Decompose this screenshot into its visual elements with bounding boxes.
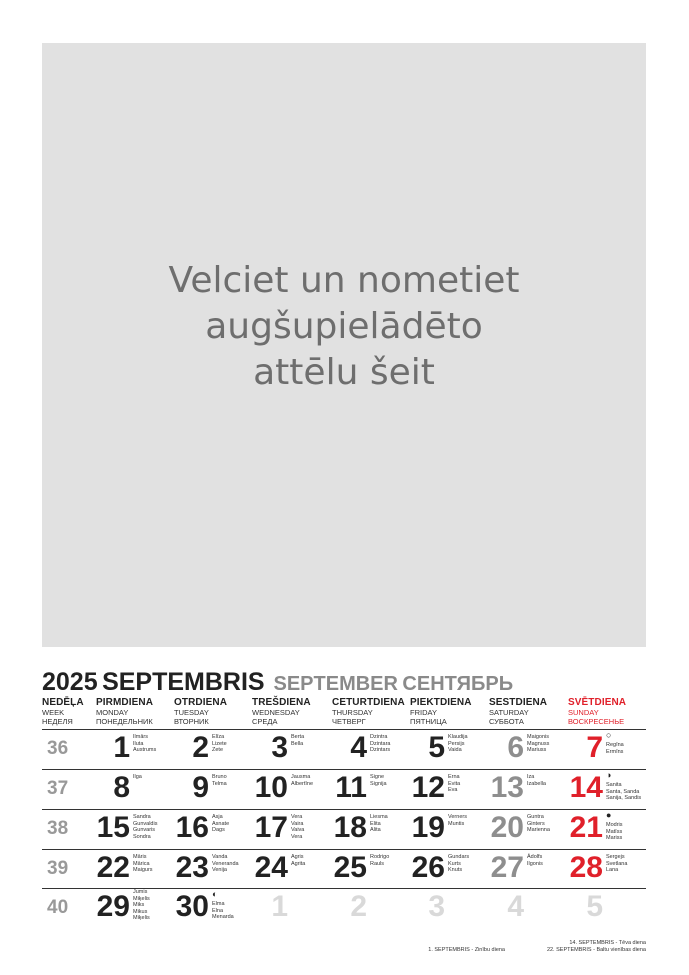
header-ru-label: НЕДЕЛЯ [42, 717, 73, 726]
day-number: 15 [96, 811, 130, 844]
day-number: 2 [350, 890, 367, 923]
name-day: Lizete [212, 740, 227, 747]
day-cell[interactable] [477, 730, 556, 770]
name-day: Ilmārs [133, 734, 148, 740]
name-day: Vera [291, 814, 303, 820]
placeholder-line-1: Velciet un nometiet [168, 260, 520, 301]
week-row [42, 850, 646, 890]
header-lv-label: SVĒTDIENA [568, 697, 627, 708]
day-number: 27 [490, 851, 524, 884]
name-day: Rauls [370, 860, 385, 867]
name-day: Iza [527, 774, 535, 780]
name-day: Austrums [133, 747, 157, 753]
day-cell[interactable] [398, 889, 477, 929]
day-number: 19 [411, 811, 445, 844]
day-cell[interactable] [556, 850, 635, 890]
name-day: Evita [448, 780, 461, 787]
header-en-label: FRIDAY [410, 708, 437, 717]
name-day: Ādolfs [527, 854, 543, 860]
name-days [448, 814, 467, 827]
day-number: 22 [96, 851, 130, 884]
name-day: Menarda [212, 914, 234, 920]
name-day: Muntis [448, 820, 465, 827]
header-lv-label: PIRMDIENA [96, 697, 154, 708]
week-row [42, 770, 646, 810]
name-days [448, 734, 468, 754]
day-cell[interactable] [477, 889, 556, 929]
header-en-label: MONDAY [96, 708, 129, 717]
day-cell[interactable] [82, 730, 161, 770]
name-days [291, 814, 304, 840]
day-number: 9 [192, 771, 209, 804]
header-lv-label: TREŠDIENA [252, 697, 311, 708]
header-en-label: SATURDAY [489, 708, 529, 717]
day-cell[interactable] [398, 810, 477, 850]
header-ru-label: ПОНЕДЕЛЬНИК [96, 717, 153, 726]
name-day: Vanda [212, 854, 228, 860]
name-day: Rodrigo [370, 854, 390, 860]
header-ru-label: СУББОТА [489, 717, 524, 726]
name-day: Zete [212, 747, 224, 753]
day-cell[interactable] [477, 850, 556, 890]
month-name-ru: СЕНТЯБРЬ [402, 673, 514, 695]
header-lv-label: SESTDIENA [489, 697, 548, 708]
day-cell[interactable] [319, 770, 398, 810]
name-day: Magnuss [527, 740, 550, 747]
day-number: 3 [428, 890, 445, 923]
header-en-label: WEDNESDAY [252, 708, 300, 717]
header-ru-label: ВОСКРЕСЕНЬЕ [568, 717, 625, 726]
day-number: 1 [271, 890, 288, 923]
photo-placeholder-text [109, 258, 579, 396]
name-day: Venija [212, 867, 227, 873]
day-cell[interactable] [556, 810, 635, 850]
day-number: 5 [586, 890, 603, 923]
day-number: 2 [192, 731, 209, 764]
day-number: 23 [175, 851, 209, 884]
name-day: Asja [212, 814, 223, 820]
header-day-6 [489, 697, 547, 726]
name-day: Elīza [212, 734, 225, 740]
week-row [42, 810, 646, 850]
day-cell[interactable] [82, 770, 161, 810]
photo-drop-zone[interactable] [42, 43, 646, 647]
day-number: 7 [586, 731, 603, 764]
day-cell[interactable] [82, 889, 161, 929]
name-day: Ilga [133, 774, 142, 780]
name-day: Signe [370, 774, 385, 780]
name-day: Mārica [133, 860, 150, 867]
name-day: Verners [448, 814, 467, 820]
header-ru-label: ЧЕТВЕРГ [332, 717, 366, 726]
name-day: Vera [291, 833, 303, 840]
placeholder-line-3: attēlu šeit [253, 352, 435, 393]
moon-phase-icon: ◑ [606, 770, 612, 780]
weekday-header [42, 697, 646, 727]
day-cell[interactable] [556, 889, 635, 929]
name-day: Gundars [448, 854, 470, 860]
day-number: 18 [333, 811, 367, 844]
week-row [42, 889, 646, 929]
name-day: Klaudija [448, 734, 468, 740]
name-day: Maigonis [527, 734, 550, 740]
day-cell[interactable] [82, 850, 161, 890]
day-number: 6 [507, 731, 524, 764]
name-day: Maigurs [133, 867, 153, 873]
name-day: Veneranda [212, 860, 239, 867]
day-number: 20 [490, 811, 524, 844]
name-day: Dzintars [370, 747, 391, 753]
name-days [133, 774, 142, 781]
name-day: Lana [606, 867, 619, 873]
day-number: 17 [254, 811, 288, 844]
moon-phase-icon: ● [606, 810, 612, 820]
name-day: Sanita [606, 782, 622, 788]
name-day: Santa, Sanda [606, 788, 640, 795]
name-day: Dzintara [370, 740, 391, 747]
name-day: Erna [448, 774, 460, 780]
day-number: 4 [507, 890, 524, 923]
day-cell[interactable] [240, 810, 319, 850]
name-days [448, 854, 469, 874]
name-days [370, 734, 390, 754]
header-week [42, 697, 84, 726]
name-days [212, 774, 227, 787]
day-cell[interactable] [319, 850, 398, 890]
name-day: Agris [291, 854, 304, 860]
name-day: Miķelis [133, 895, 150, 902]
header-en-label: THURSDAY [332, 708, 373, 717]
name-days [370, 774, 387, 787]
name-day: Kurts [448, 860, 461, 867]
name-day: Bella [291, 740, 304, 747]
name-day: Sergejs [606, 854, 625, 860]
day-cell[interactable] [556, 730, 635, 770]
name-day: Albertīne [291, 780, 314, 787]
header-day-4 [332, 697, 405, 726]
month-name-lv: SEPTEMBRIS [102, 668, 265, 696]
name-day: Agrita [291, 860, 306, 867]
month-title [42, 668, 646, 700]
name-day: Signija [370, 780, 387, 787]
name-day: Asnate [212, 820, 230, 827]
day-cell[interactable] [161, 810, 240, 850]
day-number: 21 [569, 811, 603, 844]
day-cell[interactable] [398, 730, 477, 770]
day-number: 4 [350, 731, 367, 764]
header-day-2 [174, 697, 227, 726]
name-days [133, 814, 157, 840]
header-lv-label: PIEKTDIENA [410, 697, 472, 708]
day-cell[interactable] [319, 810, 398, 850]
name-days [291, 774, 313, 787]
year: 2025 [42, 668, 98, 696]
name-day: Vaida [448, 747, 462, 753]
week-number: 36 [47, 738, 69, 759]
header-day-5 [410, 697, 472, 726]
name-days [133, 854, 153, 874]
name-day: Svetlana [606, 860, 628, 867]
name-days [291, 854, 305, 867]
name-days [527, 774, 546, 787]
day-number: 28 [569, 851, 603, 884]
name-days [291, 734, 304, 747]
day-cell[interactable] [319, 889, 398, 929]
name-days [606, 742, 624, 755]
name-day: Jumis [133, 889, 148, 895]
week-row [42, 730, 646, 770]
name-day: Ilgonis [527, 860, 543, 867]
name-day: Vaiva [291, 827, 305, 833]
day-cell[interactable] [161, 770, 240, 810]
name-days [606, 854, 627, 874]
day-cell[interactable] [398, 770, 477, 810]
day-cell[interactable] [477, 810, 556, 850]
holiday-note-right-1: 14. SEPTEMBRIS - Tēva diena [569, 940, 646, 946]
header-lv-label: OTRDIENA [174, 697, 228, 708]
header-ru-label: СРЕДА [252, 717, 278, 726]
name-day: Sondra [133, 833, 151, 840]
name-days [212, 901, 234, 921]
name-day: Knuts [448, 867, 463, 873]
name-day: Mariss [606, 835, 623, 841]
header-day-7 [568, 697, 626, 726]
header-en-label: TUESDAY [174, 708, 209, 717]
name-day: Matīss [606, 828, 623, 835]
name-day: Marienna [527, 827, 550, 833]
placeholder-line-2: augšupielādēto [205, 306, 483, 347]
name-day: Bruno [212, 774, 227, 780]
day-cell[interactable] [240, 770, 319, 810]
name-day: Modris [606, 822, 623, 828]
name-days [133, 734, 156, 754]
name-days [212, 814, 229, 834]
header-en-label: WEEK [42, 708, 65, 717]
day-cell[interactable] [240, 889, 319, 929]
name-days [606, 822, 623, 842]
name-day: Māris [133, 854, 147, 860]
week-number: 37 [47, 778, 69, 799]
day-cell[interactable] [556, 770, 642, 810]
day-number: 29 [96, 890, 130, 923]
name-day: Sanija, Sandis [606, 795, 642, 801]
day-cell[interactable] [240, 730, 319, 770]
name-day: Gunvaldis [133, 820, 158, 827]
week-number: 39 [47, 858, 69, 879]
name-day: Mariuss [527, 747, 547, 753]
holiday-note-right-2: 22. SEPTEMBRIS - Baltu vienības diena [546, 947, 646, 953]
day-cell[interactable] [82, 810, 161, 850]
month-name-en: SEPTEMBER [273, 673, 398, 695]
day-cell[interactable] [398, 850, 477, 890]
moon-phase-icon: ◐ [212, 889, 218, 899]
day-number: 14 [569, 771, 603, 804]
day-cell[interactable] [161, 889, 240, 929]
day-number: 25 [333, 851, 367, 884]
week-number: 40 [47, 897, 69, 918]
day-number: 13 [490, 771, 524, 804]
name-day: Elna [212, 907, 224, 914]
week-number: 38 [47, 818, 69, 839]
name-day: Alita [370, 827, 381, 833]
name-day: Mikus [133, 908, 148, 915]
day-cell[interactable] [240, 850, 319, 890]
name-day: Regīna [606, 742, 624, 748]
header-ru-label: ВТОРНИК [174, 717, 209, 726]
day-number: 3 [271, 731, 288, 764]
name-day: Telma [212, 780, 227, 787]
name-day: Ermīns [606, 748, 624, 755]
header-day-1 [96, 697, 153, 726]
name-days [527, 814, 550, 834]
day-number: 10 [254, 771, 288, 804]
day-number: 26 [411, 851, 445, 884]
day-number: 1 [113, 731, 130, 764]
header-day-3 [252, 697, 311, 726]
name-days [212, 854, 239, 874]
name-days [370, 814, 388, 834]
day-number: 8 [113, 771, 130, 804]
name-days [527, 854, 543, 867]
name-day: Jausma [291, 774, 311, 780]
name-days [448, 774, 460, 794]
name-day: Dags [212, 827, 225, 833]
name-day: Ginters [527, 820, 545, 827]
name-day: Miķelis [133, 915, 150, 921]
name-day: Guntra [527, 814, 544, 820]
name-day: Elma [212, 901, 225, 907]
moon-phase-icon: ○ [606, 730, 612, 740]
day-number: 16 [175, 811, 209, 844]
name-day: Eva [448, 787, 458, 793]
name-day: Sandra [133, 814, 151, 820]
header-en-label: SUNDAY [568, 708, 599, 717]
holiday-note-left: 1. SEPTEMBRIS - Zinību diena [428, 947, 505, 953]
header-ru-label: ПЯТНИЦА [410, 717, 447, 726]
header-lv-label: NEDĒĻA [42, 697, 84, 708]
day-number: 30 [175, 890, 209, 923]
day-number: 24 [254, 851, 288, 884]
header-lv-label: CETURTDIENA [332, 697, 405, 708]
name-days [133, 889, 150, 922]
day-cell[interactable] [319, 730, 398, 770]
name-day: Iluta [133, 740, 144, 747]
day-cell[interactable] [161, 730, 240, 770]
name-day: Dzintra [370, 734, 388, 740]
day-number: 12 [411, 771, 445, 804]
name-day: Miks [133, 902, 145, 908]
name-days [527, 734, 549, 754]
name-day: Persijs [448, 740, 465, 747]
day-number: 5 [428, 731, 445, 764]
day-cell[interactable] [161, 850, 240, 890]
day-number: 11 [335, 771, 367, 804]
day-cell[interactable] [477, 770, 556, 810]
name-days [212, 734, 227, 754]
name-day: Izabella [527, 780, 546, 787]
name-day: Vaira [291, 820, 304, 827]
name-day: Liesma [370, 814, 388, 820]
name-days [370, 854, 389, 867]
name-day: Berta [291, 734, 305, 740]
name-day: Elita [370, 820, 381, 827]
name-day: Gunvaris [133, 827, 156, 833]
name-days [606, 782, 641, 802]
